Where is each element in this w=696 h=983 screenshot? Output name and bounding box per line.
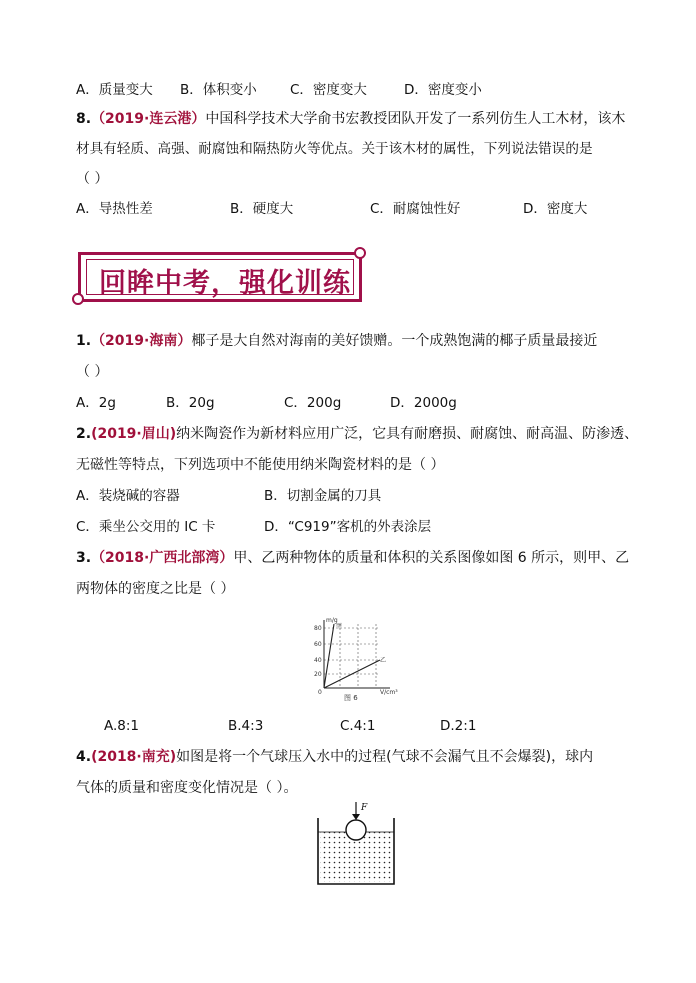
figure-caption: 图 6 xyxy=(344,694,358,702)
q1-number: 1. xyxy=(76,333,92,349)
y-tick-40: 40 xyxy=(314,657,322,664)
q3-line1 xyxy=(76,548,629,568)
q1-option-a: A．2g xyxy=(76,395,116,411)
force-label: F xyxy=(361,803,368,813)
q7-option-c: C．密度变大 xyxy=(290,82,367,98)
q8-blank: （ ） xyxy=(76,171,109,187)
series-b-label: 乙 xyxy=(380,657,387,664)
q8-option-a: A．导热性差 xyxy=(76,201,153,217)
q7-option-b: B．体积变小 xyxy=(180,82,257,98)
q1-option-b: B．20g xyxy=(166,395,215,411)
q8-option-b: B．硬度大 xyxy=(230,201,294,217)
q1-text1: 椰子是大自然对海南的美好馈赠。一个成熟饱满的椰子质量最接近 xyxy=(191,333,598,349)
q8-line1 xyxy=(76,109,625,129)
force-arrow-head-icon xyxy=(352,814,360,820)
q8-line2: 材具有轻质、高强、耐腐蚀和隔热防火等优点。关于该木材的属性，下列说法错误的是 xyxy=(76,141,593,157)
q4-line1 xyxy=(76,747,593,767)
q7-option-d: D．密度变小 xyxy=(404,82,482,98)
y-tick-60: 60 xyxy=(314,641,322,648)
q8-source: （2019·连云港） xyxy=(91,111,206,127)
q2-number: 2. xyxy=(76,426,92,442)
q2-line2: 无磁性等特点，下列选项中不能使用纳米陶瓷材料的是（ ） xyxy=(76,457,445,473)
q8-option-d: D．密度大 xyxy=(523,201,588,217)
q2-text1: 纳米陶瓷作为新材料应用广泛，它具有耐磨损、耐腐蚀、耐高温、防渗透、 xyxy=(176,426,639,442)
q3-line2: 两物体的密度之比是（ ） xyxy=(76,581,235,597)
q8-option-c: C．耐腐蚀性好 xyxy=(370,201,461,217)
q4-number: 4. xyxy=(76,749,92,765)
q3-number: 3. xyxy=(76,550,92,566)
y-tick-80: 80 xyxy=(314,625,322,632)
q3-option-a: A.8:1 xyxy=(104,718,140,734)
y-axis-label: m/g xyxy=(326,617,338,624)
q2-option-d: D．“C919”客机的外表涂层 xyxy=(264,519,432,535)
banner-scroll-left-icon xyxy=(72,293,84,305)
q7-option-a: A．质量变大 xyxy=(76,82,153,98)
banner-scroll-right-icon xyxy=(354,247,366,259)
origin-label: 0 xyxy=(318,689,322,696)
q1-option-d: D．2000g xyxy=(390,395,457,411)
q4-line2: 气体的质量和密度变化情况是（ ）。 xyxy=(76,780,298,796)
q4-balloon-figure xyxy=(312,800,400,886)
q2-line1 xyxy=(76,424,638,444)
q3-option-b: B.4:3 xyxy=(228,718,264,734)
q2-source: (2019·眉山) xyxy=(91,426,177,442)
q8-number: 8. xyxy=(76,111,92,127)
q2-option-c: C．乘坐公交用的 IC 卡 xyxy=(76,519,216,535)
q4-text1: 如图是将一个气球压入水中的过程(气球不会漏气且不会爆裂)，球内 xyxy=(176,749,594,765)
q4-source: (2018·南充) xyxy=(91,749,177,765)
q3-mass-volume-graph xyxy=(300,614,400,704)
x-axis-label: V/cm³ xyxy=(380,689,398,696)
q1-source: （2019·海南） xyxy=(91,333,192,349)
balloon-icon xyxy=(346,820,366,840)
y-tick-20: 20 xyxy=(314,671,322,678)
q3-option-d: D.2:1 xyxy=(440,718,477,734)
q1-option-c: C．200g xyxy=(284,395,342,411)
q3-text1: 甲、乙两种物体的质量和体积的关系图像如图 6 所示，则甲、乙 xyxy=(233,550,630,566)
section-banner xyxy=(78,252,362,302)
q2-option-a: A．装烧碱的容器 xyxy=(76,488,180,504)
q3-option-c: C.4:1 xyxy=(340,718,376,734)
q1-blank: （ ） xyxy=(76,364,109,380)
banner-title: 回眸中考，强化训练 xyxy=(99,268,351,299)
q1-line1 xyxy=(76,331,597,351)
q8-text1: 中国科学技术大学俞书宏教授团队开发了一系列仿生人工木材，该木 xyxy=(205,111,626,127)
series-a-line xyxy=(324,624,334,688)
q2-option-b: B．切割金属的刀具 xyxy=(264,488,382,504)
q3-source: （2018·广西北部湾） xyxy=(91,550,234,566)
series-a-label: 甲 xyxy=(336,623,343,630)
